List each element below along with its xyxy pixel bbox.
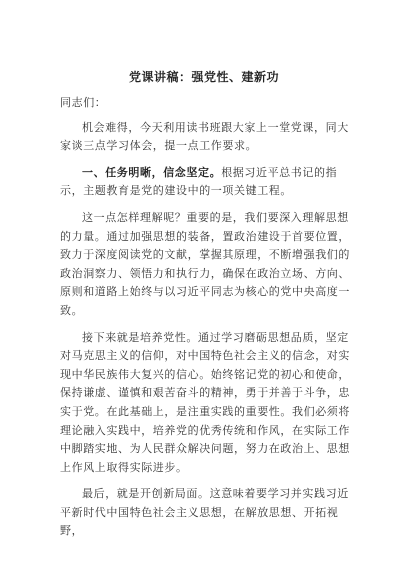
paragraph-section-one [60,164,350,201]
paragraph-text: 这一点怎样理解呢？重要的是，我们要深入理解思想的力量。通过加强思想的装备，置政治建设于首要位置，致力于深度阅读党的文献，掌握其原理，不断增强我们的政治洞察力、领悟力和执行力，确保在政治立场、方向、原则和道路上始终与以习近平同志为核心的党中央高度一致。 [60,210,350,317]
paragraph-text: 机会难得，今天利用读书班跟大家上一堂党课，同大家谈三点学习体会，提一点工作要求。 [60,120,349,153]
salutation: 同志们： [60,96,107,109]
section-heading: 一、任务明晰，信念坚定。 [82,165,222,179]
document-title: 党课讲稿：强党性、建新功 [128,70,279,84]
paragraph-intro [60,119,350,156]
paragraph-text: 最后，就是开创新局面。这意味着要学习并实践习近平新时代中国特色社会主义思想，在解放思想、开拓视野， [60,487,349,538]
paragraph-text: 根据习近平总书记的指示，主题教育是党的建设中的一项关键工程。 [60,165,338,198]
paragraph-thought-power [60,209,350,321]
paragraph-party-spirit [60,329,350,478]
document-body [60,94,350,549]
paragraph-text: 接下来就是培养党性。通过学习磨砺思想品质，坚定对马克思主义的信仰，对中国特色社会主义的信念，对实现中华民族伟大复兴的信心。始终铭记党的初心和使命，保持谦虚、谨慎和艰苦奋斗的精神，勇于并善于斗争，忠实于党。在此基础上，是注重实践的重要性。我们必须将理论融入实践中，培养党的优秀传统和作风，在实际工作中脚踏实地、为人民群众解决问题，努力在政治上、思想上作风上取得实际进步。 [60,330,350,474]
paragraph-new-situation [60,485,350,541]
